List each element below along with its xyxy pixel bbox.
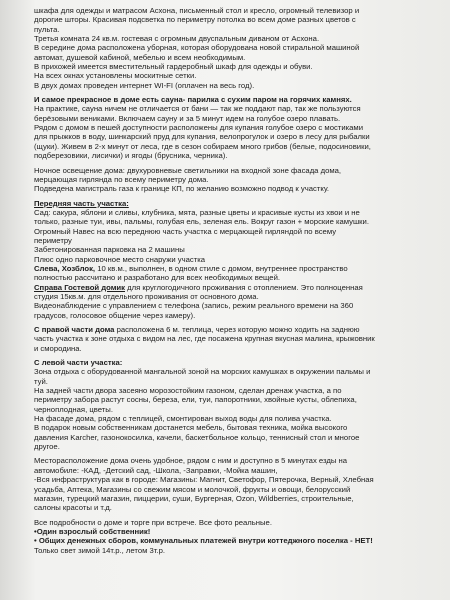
text-line: часть участка к зоне отдыха с видом на лес, где посажена крупная вкусная малина, крыжовник [34,334,375,344]
text-line: На фасаде дома, рядом с теплицей, смонтирован выход воды для полива участка. [34,414,332,424]
text-line: Забетонированная парковка на 2 машины [34,245,185,255]
text-line: периметру [34,235,72,245]
text-line: давления Karcher, газонокосилка, качели, баскетбольное кольцо, теннисный стол и многое [34,432,360,442]
text-line: (щуки). Живем в 2-х минут от леса, где в сезон собираем много грибов (белые, подосиновики, [34,141,371,151]
location-section [34,456,430,512]
text-line: Подведена магистраль газа к границе КП, по желанию возможно подвод к участку. [34,184,330,194]
text-line: шкафа для одежды и матрасом Асхона, письменный стол и кресло, огромный телевизор и [34,6,360,15]
closing-line: Все подробности о доме и торге при встрече. Все фото реальные. [34,517,272,527]
text-line: автомобиле: -КАД, -Детский сад, -Школа, -Заправки, -Мойка машин, [34,465,278,475]
right-side-text: расположена 6 м. теплица, через которую можно ходить на заднюю [114,325,360,334]
text-line [34,325,430,334]
text-line: салоны красоты и т.д. [34,503,112,513]
closing-section [34,518,430,555]
text-line: туй. [34,376,48,386]
owner-line: •Один взрослый собственник! [34,526,151,536]
text-line: усадьба, Аптека, Магазины со свежим мясом и молочкой, фрукты и овощи, белорусский [34,484,351,494]
text-line: полностью рассчитано и разработано для всех необходимых вещей. [34,273,281,283]
text-line: Ночное освещение дома: двухуровневые светильники на входной зоне фасада дома, [34,165,342,175]
text-line: Месторасположение дома очень удобное, рядом с ним и доступно в 5 минутах езды на [34,456,348,466]
right-side-label: С правой части дома [34,325,115,334]
front-yard-section [34,199,430,320]
text-line: -Вся инфраструктура как в городе: Магазины: Магнит, Светофор, Пятерочка, Верный, Хлебная [34,475,374,485]
text-line: автомат, душевой кабиной, мебелью и всем необходимым. [34,52,246,62]
text-line: для прыжков в воду, шинкарский пруд для купания, велопрогулок и озеро в лесу для рыбалки [34,132,370,142]
text-line: Сад: сакура, яблони и сливы, клубника, мята, разные цветы и красивые кусты из хвои и не [34,207,360,217]
light-cost-line: Только свет зимой 14т.р., летом 3т.р. [34,545,166,555]
text-line: только, разные туи, ивы, пальмы, голубая ель, зеленая ель. Вокруг газон + морские камушки. [34,217,369,227]
sauna-section [34,95,430,160]
text-line: На всех окнах установлены москитные сетки. [34,71,197,81]
text-line: дорогие шторы. Красивая подсветка по периметру потолка во всем доме разных цветов с [34,15,356,25]
text-line: градусов, голосовое общение через камеру). [34,310,196,320]
text-line: и смородина. [34,343,82,353]
text-line: периметру забора растут сосны, береза, ели, туи, папоротники, хвойные кусты, облепиха, [34,395,357,405]
text-line: Третья комната 24 кв.м. гостевая с огромным двуспальным диваном от Асхона. [34,34,320,44]
utility-block-label: Слева, Хозблок, [34,263,96,273]
text-line: мерцающая гирлянда по всему периметру дома. [34,174,209,184]
text-line: другое. [34,442,60,452]
night-lighting-section [34,166,430,194]
text-line: Рядом с домом в пешей доступности расположены для купания голубое озеро с мостиками [34,123,364,133]
text-line: пульта. [34,24,60,34]
left-side-section [34,358,430,451]
text-line: В подарок новым собственникам достанется мебель, бытовая техника, мойка высокого [34,423,348,433]
utility-block-text: 10 кв.м., выполнен, в одном стиле с домом, внутреннее пространство [95,263,348,273]
sauna-heading: И самое прекрасное в доме есть сауна- парилка с сухим паром на горячих камнях. [34,95,352,105]
left-side-heading: С левой части участка: [34,358,123,368]
text-line: В прихожей имеется вместительный гардеробный шкаф для одежды и обуви. [34,62,313,72]
text-line: студия 15кв.м. для отдельного проживания от основного дома. [34,291,259,301]
text-line: Зона отдыха с оборудованной мангальной зоной на морских камушках в окружении пальмы и [34,367,371,377]
text-line [34,283,430,292]
fees-line: • Общих денежных сборов, коммунальных платежей внутри коттеджного поселка - НЕТ! [34,536,373,546]
text-line [34,264,430,273]
text-line: магазин, турецкий магазин, пиццерии, суши, Бургерная, Ozon, Wildberries, строительные, [34,493,354,503]
text-line: подберезовики, лисички) и ягоды (брусника, черника). [34,151,228,161]
text-line: На практике, сауна ничем не отличается от бани — так же поддают пар, так же пользуются [34,104,361,114]
text-line: Огромный Навес на всю переднюю часть участка с мерцающей гирляндой по всему [34,226,337,236]
text-line: На задней части двора засеяно морозостойким газоном, сделан дренаж участка, а по [34,386,342,396]
guest-house-text: для круглогодичного проживания с отоплением. Это полноценная [125,282,363,292]
text-line: берёзовыми вениками. Включаем сауну и за 5 минут идем на голубое озеро плавать. [34,113,341,123]
guest-house-label: Справа Гостевой домик [34,282,126,292]
text-line: В двух домах проведен интернет WI-FI (оплачен на весь год). [34,80,255,90]
right-side-section [34,325,430,353]
text-line: черноплодная, цветы. [34,404,113,414]
front-yard-heading: Передняя часть участка: [34,198,129,208]
text-line: В середине дома расположена уборная, которая оборудована новой стиральной машиной [34,43,360,53]
text-line: Плюс одно парковочное место снаружи участка [34,254,206,264]
text-line: Видеонаблюдение с управлением с телефона (запись, режим реального времени на 360 [34,301,354,311]
intro-section [34,6,430,90]
